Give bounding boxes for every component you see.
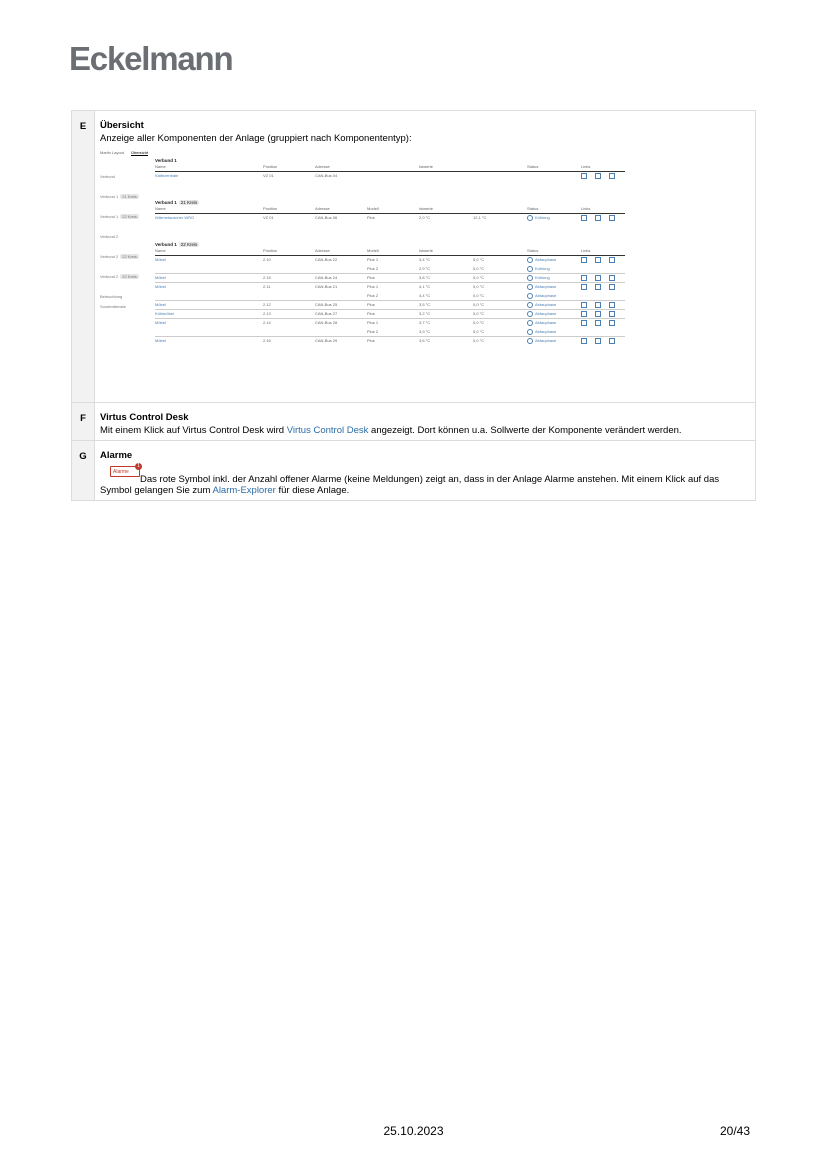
component-name-link[interactable]: Kältezentrale [155,173,179,178]
value-cell: 3,2 °C [419,311,431,316]
sidebar-filter-item[interactable] [100,254,139,259]
status-cell [527,215,550,221]
desk-icon[interactable] [609,311,615,317]
text-segment: Mit einem Klick auf Virtus Control Desk wird [100,425,287,436]
table-header-row [155,206,625,214]
column-header: Name [155,206,166,211]
tab-marlin-layout[interactable]: Marlin Layout [100,150,125,155]
column-header: Name [155,248,166,253]
group-title [155,242,199,247]
column-header: Status [527,248,539,253]
links-cell [581,257,623,263]
links-cell [581,302,623,308]
sidebar-filter-item[interactable] [100,234,118,239]
column-header: Status [527,164,539,169]
position-cell: 2.16 [263,338,271,343]
position-cell: 2.10 [263,257,271,262]
sidebar-filter-item[interactable] [100,294,122,299]
overview-screenshot [100,146,640,398]
row-title: Virtus Control Desk [100,412,189,423]
status-cell [527,311,556,317]
value-cell: 3,8 °C [419,275,431,280]
status-icon [527,338,533,344]
sidebar-filter-label: Verbund 2 [100,234,119,239]
desk-icon[interactable] [609,275,615,281]
table-row[interactable] [155,215,625,222]
chart-icon[interactable] [595,215,601,221]
info-icon[interactable] [581,302,587,308]
footer-date: 25.10.2023 [383,1124,444,1138]
row-title: Übersicht [100,120,144,131]
address-cell: CAN-Bus 24 [315,275,338,280]
sidebar-filter-count: 22 Kreis [122,254,137,259]
value-cell: 3,5 °C [419,302,431,307]
row-text [100,474,751,496]
status-icon [527,275,533,281]
component-name-link[interactable]: Möbel [155,275,166,280]
sidebar-filter-label: Verbund 2 [100,274,119,279]
desk-icon[interactable] [609,173,615,179]
address-cell: CAN-Bus 21 [315,284,338,289]
model-cell: Plus [367,311,375,316]
component-name-link[interactable]: Möbel [155,338,166,343]
row-content [95,441,756,501]
status-cell [527,257,556,263]
value-cell: 3,7 °C [419,320,431,325]
links-cell [581,215,623,221]
value-cell: 0,0 °C [473,257,485,262]
address-cell: CAN-Bus 27 [315,311,338,316]
links-cell [581,311,623,317]
component-name-link[interactable]: Kühlmöbel [155,311,174,316]
links-cell [581,173,623,179]
value-cell: 3,6 °C [419,338,431,343]
chart-icon[interactable] [595,338,601,344]
status-cell [527,293,556,299]
table-row[interactable] [155,173,625,180]
group-title-text: Verbund 1 [155,242,177,247]
brand-logo: Eckelmann [69,40,233,77]
sidebar-filter-label: Beleuchtung [100,294,123,299]
position-cell: 2.13 [263,311,271,316]
value-cell: 12,1 °C [473,215,487,220]
address-cell: CAN-Bus 29 [315,338,338,343]
desk-icon[interactable] [609,257,615,263]
column-header: Status [527,206,539,211]
table-row[interactable] [155,338,625,345]
info-icon[interactable] [581,257,587,263]
status-icon [527,284,533,290]
screenshot-tabs [100,150,154,155]
sidebar-filter-label: Verbund 2 [100,254,119,259]
links-cell [581,284,623,290]
value-cell: 0,0 °C [473,275,485,280]
column-header: Links [581,164,591,169]
status-cell [527,284,556,290]
table-row[interactable] [155,266,625,274]
sidebar-filter-count: 22 Kreis [122,274,137,279]
group-title [155,158,177,163]
group-count: 22 Kreis [180,242,198,247]
status-icon [527,302,533,308]
chart-icon[interactable] [595,173,601,179]
value-cell: 0,0 °C [473,284,485,289]
alarm-button-label: Alarme [113,469,129,475]
model-cell: Plus 1 [367,257,379,262]
model-cell: Plus 2 [367,293,379,298]
column-header: Position [263,164,278,169]
column-header: Links [581,206,591,211]
row-label: G [72,441,95,501]
row-content [95,403,756,441]
position-cell: 2.14 [263,320,271,325]
value-cell: 3,9 °C [419,329,431,334]
model-cell: Plus [367,215,375,220]
value-cell: 0,0 °C [473,302,485,307]
model-cell: Plus 2 [367,329,379,334]
value-cell: 0,0 °C [473,311,485,316]
info-icon[interactable] [581,311,587,317]
info-icon[interactable] [581,284,587,290]
table-row[interactable] [155,329,625,337]
desk-icon[interactable] [609,320,615,326]
value-cell: 2,9 °C [419,266,431,271]
row-label: F [72,403,95,441]
column-header: Adresse [315,248,330,253]
model-cell: Plus 2 [367,266,379,271]
column-header: Istwerte [419,248,434,253]
page-number: 20/43 [720,1124,751,1138]
column-header: Position [263,206,278,211]
table-row[interactable] [155,320,625,327]
group-title [155,200,199,205]
table-row-f [72,403,756,441]
value-cell: 4,1 °C [419,284,431,289]
chart-icon[interactable] [595,275,601,281]
position-cell: 2.15 [263,275,271,280]
info-icon[interactable] [581,173,587,179]
status-icon [527,266,533,272]
alarm-explorer-link[interactable]: Alarm-Explorer [212,485,276,496]
column-header: Links [581,248,591,253]
desk-icon[interactable] [609,338,615,344]
links-cell [581,275,623,281]
status-cell [527,302,556,308]
sidebar-filter-count: 22 Kreis [122,214,137,219]
address-cell: CAN-Bus 06 [315,215,338,220]
desk-icon[interactable] [609,215,615,221]
status-cell [527,320,556,326]
desk-icon[interactable] [609,284,615,290]
chart-icon[interactable] [595,302,601,308]
value-cell: 0,0 °C [473,329,485,334]
table-row[interactable] [155,302,625,310]
position-cell: VZ 01 [263,173,274,178]
row-text [100,425,751,436]
position-cell: VZ 01 [263,215,274,220]
status-label: Kühlung [535,266,550,272]
row-label: E [72,111,95,403]
value-cell: 0,0 °C [473,320,485,325]
status-label: Abtauphase [535,329,557,335]
status-cell [527,275,550,281]
status-cell [527,338,556,344]
model-cell: Plus [367,302,375,307]
table-row-g [72,441,756,501]
status-label: Abtauphase [535,302,557,308]
address-cell: CAN-Bus 22 [315,257,338,262]
status-label: Abtauphase [535,293,557,299]
table-header-row [155,164,625,172]
chart-icon[interactable] [595,284,601,290]
column-header: Adresse [315,164,330,169]
tab-overview[interactable]: Übersicht [131,150,149,155]
column-header: Istwerte [419,164,434,169]
table-row[interactable] [155,311,625,319]
column-header: Adresse [315,206,330,211]
status-icon [527,215,533,221]
table-row-e [72,111,756,403]
sidebar-filter-item[interactable] [100,214,139,219]
column-header: Modell [367,206,379,211]
address-cell: CAN-Bus 04 [315,173,338,178]
value-cell: 4,4 °C [419,293,431,298]
model-cell: Plus 1 [367,284,379,289]
alarm-count-badge: 1 [135,463,142,470]
status-label: Kühlung [535,275,550,281]
status-icon [527,311,533,317]
table-row[interactable] [155,284,625,291]
description-table [71,110,756,501]
status-label: Kühlung [535,215,550,221]
value-cell: 0,0 °C [473,338,485,343]
row-content [95,111,756,403]
address-cell: CAN-Bus 25 [315,302,338,307]
sidebar-filter-label: Verbund 1 [100,214,119,219]
sidebar-filter-count: 21 Kreis [122,194,137,199]
component-name-link[interactable]: Möbel [155,320,166,325]
status-icon [527,293,533,299]
value-cell: 0,0 °C [473,266,485,271]
column-header: Name [155,164,166,169]
info-icon[interactable] [581,320,587,326]
value-cell: 0,0 °C [473,293,485,298]
status-icon [527,329,533,335]
sidebar-filter-item[interactable] [100,304,126,309]
chart-icon[interactable] [595,257,601,263]
sidebar-filter-item[interactable] [100,274,139,279]
status-label: Abtauphase [535,311,557,317]
value-cell: 2,0 °C [419,215,431,220]
alarm-button[interactable] [110,463,140,477]
component-name-link[interactable]: Möbel [155,284,166,289]
column-header: Istwerte [419,206,434,211]
chart-icon[interactable] [595,320,601,326]
sidebar-filter-item[interactable] [100,174,115,179]
row-text: Anzeige aller Komponenten der Anlage (gruppiert nach Komponententyp): [100,133,412,144]
group-title-text: Verbund 1 [155,158,177,163]
info-icon[interactable] [581,338,587,344]
table-row[interactable] [155,293,625,301]
column-header: Modell [367,248,379,253]
table-header-row [155,248,625,256]
table-row[interactable] [155,275,625,283]
status-cell [527,266,550,272]
component-name-link[interactable]: Wärmetauscher WRG [155,215,195,220]
info-icon[interactable] [581,275,587,281]
status-label: Abtauphase [535,320,557,326]
column-header: Position [263,248,278,253]
links-cell [581,320,623,326]
group-count: 21 Kreis [180,200,198,205]
virtus-control-desk-link[interactable]: Virtus Control Desk [286,425,369,436]
status-label: Abtauphase [535,284,557,290]
value-cell: 3,4 °C [419,257,431,262]
position-cell: 2.11 [263,284,271,289]
model-cell: Plus [367,275,375,280]
text-segment: für diese Anlage. [275,485,350,496]
address-cell: CAN-Bus 28 [315,320,338,325]
sidebar-filter-label: Sonderdienste [100,304,126,309]
desk-icon[interactable] [609,302,615,308]
links-cell [581,338,623,344]
row-title: Alarme [100,450,133,461]
text-segment: angezeigt. Dort können u.a. Sollwerte der Komponente verändert werden. [368,425,682,436]
model-cell: Plus [367,338,375,343]
status-icon [527,257,533,263]
position-cell: 2.12 [263,302,271,307]
component-name-link[interactable]: Möbel [155,257,166,262]
group-title-text: Verbund 1 [155,200,177,205]
sidebar-filter-label: Verbund [100,174,115,179]
status-cell [527,329,556,335]
table-row[interactable] [155,257,625,264]
status-icon [527,320,533,326]
model-cell: Plus 1 [367,320,379,325]
chart-icon[interactable] [595,311,601,317]
component-name-link[interactable]: Möbel [155,302,166,307]
text-segment: Das rote Symbol inkl. der Anzahl offener Alarme (keine Meldungen) zeigt an, dass in der Anlage Alarme anstehen. Mit einem Klick auf das Symbol gelangen Sie zum [100,474,720,496]
info-icon[interactable] [581,215,587,221]
status-label: Abtauphase [535,257,557,263]
sidebar-filter-item[interactable] [100,194,139,199]
sidebar-filter-label: Verbund 1 [100,194,119,199]
status-label: Abtauphase [535,338,557,344]
